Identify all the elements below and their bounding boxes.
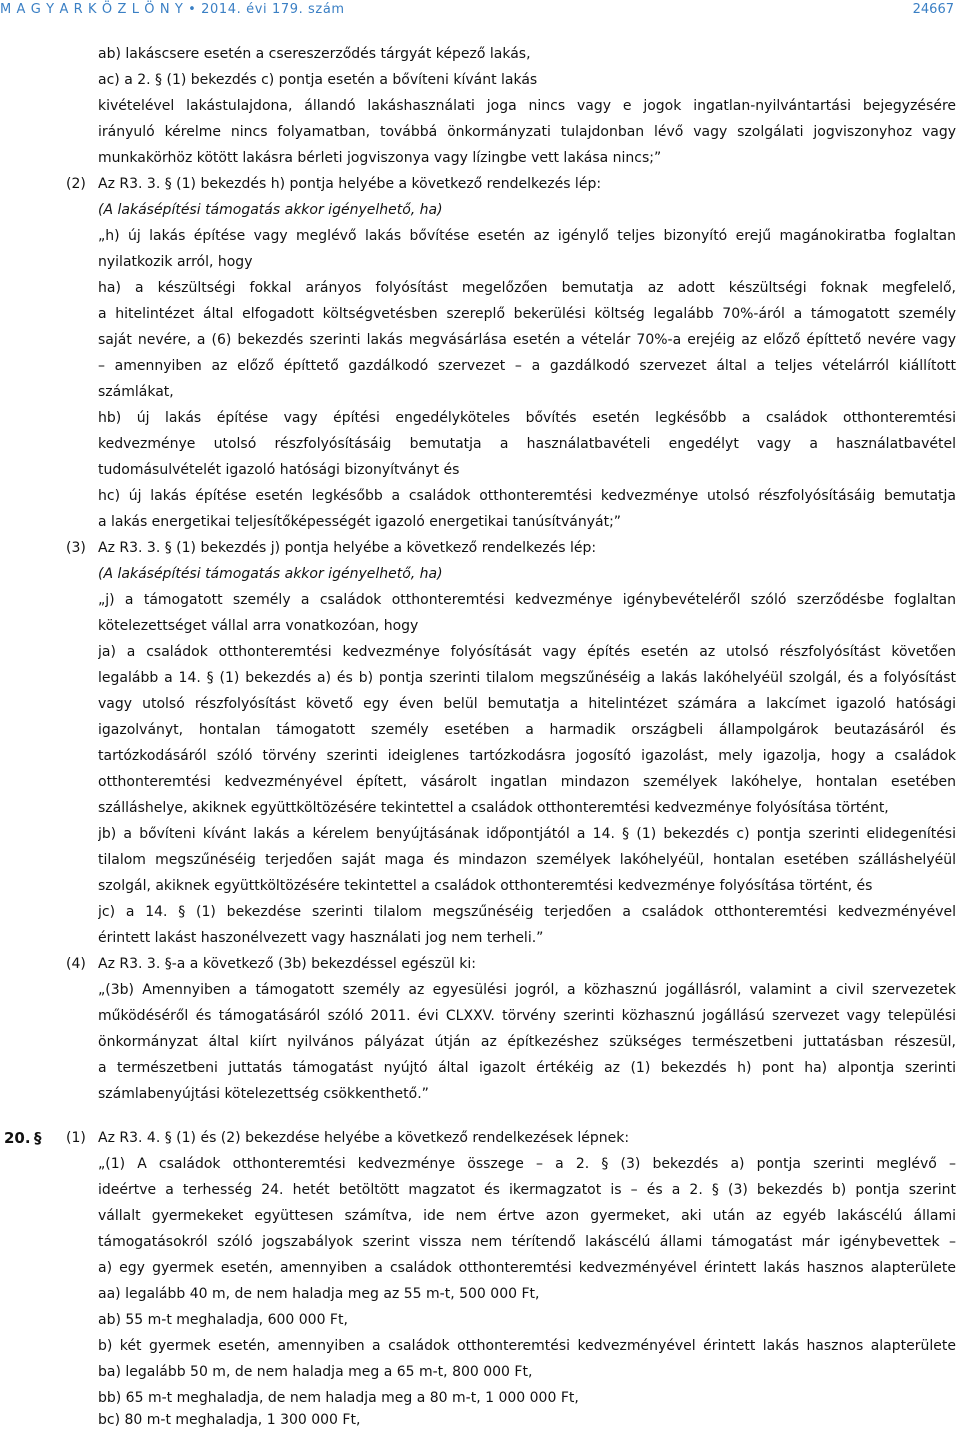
text-line: jc) a 14. § (1) bekezdése szerinti tilalom megszűnéséig terjedően a családok otthonteremtési kedvezményével bbox=[98, 904, 956, 920]
text-line: számlabenyújtási kötelezettség csökkenthető.” bbox=[98, 1086, 429, 1102]
text-line bbox=[98, 1410, 360, 1430]
text-line: jb) a bővíteni kívánt lakás a kérelem benyújtásának időpontjától a 14. § (1) bekezdés c) pontja szerinti elidegenítési bbox=[98, 826, 956, 842]
text-line: működéséről és támogatásáról szóló 2011. évi CLXXV. törvény szerinti közhasznú jogállású szervezet vagy települési bbox=[98, 1008, 956, 1024]
text-line: „h) új lakás építése vagy meglévő lakás bővítése esetén az igénylő teljes bizonyító erejű magánokiratba foglaltan bbox=[98, 228, 956, 244]
text-line: nyilatkozik arról, hogy bbox=[98, 254, 253, 270]
page-header bbox=[0, 0, 960, 26]
text-line: „(3b) Amennyiben a támogatott személy az egyesülési jogról, a közhasznú jogállásról, valamint a civil szervezetek bbox=[98, 982, 956, 998]
text-line: Az R3. 4. § (1) és (2) bekezdése helyébe a következő rendelkezések lépnek: bbox=[98, 1130, 630, 1146]
paragraph-number: (3) bbox=[66, 540, 86, 556]
text-line: ab) lakáscsere esetén a csereszerződés tárgyát képező lakás, bbox=[98, 46, 531, 62]
text-line: b) két gyermek esetén, amennyiben a családok otthonteremtési kedvezményével érintett lakás hasznos alapterülete bbox=[98, 1338, 956, 1354]
text-line bbox=[98, 1284, 539, 1304]
text-span: -t, 800 000 Ft, bbox=[432, 1364, 533, 1380]
text-span: , de nem haladja meg a 65 m bbox=[225, 1364, 433, 1380]
text-span: ba) legalább 50 m bbox=[98, 1364, 226, 1380]
section-number: 20. bbox=[4, 1129, 31, 1147]
text-line: hb) új lakás építése vagy építési engedélyköteles bővítés esetén legkésőbb a családok otthonteremtési bbox=[98, 410, 956, 426]
text-line: hc) új lakás építése esetén legkésőbb a családok otthonteremtési kedvezménye utolsó részfolyósításáig bemutatja bbox=[98, 488, 956, 504]
text-line: vállalt gyermekeket együttesen számítva, ide nem értve azon gyermeket, aki után az egyéb lakáscélú állami bbox=[98, 1208, 956, 1224]
text-span: aa) legalább 40 m bbox=[98, 1286, 226, 1302]
text-line: „(1) A családok otthonteremtési kedvezménye összege – a 2. § (3) bekezdés a) pontja szerinti meglévő – bbox=[98, 1156, 956, 1172]
text-span: -t, 1 000 000 Ft, bbox=[465, 1390, 579, 1406]
text-line: a lakás energetikai teljesítőképességét igazoló energetikai tanúsítványát;” bbox=[98, 514, 622, 530]
text-span: , de nem haladja meg az 55 m bbox=[225, 1286, 440, 1302]
text-line: vagy utolsó részfolyósítást követő egy éven belül bemutatja a hitelintézet számára a lakcímet igazoló hatósági bbox=[98, 696, 956, 712]
text-span: bc) 80 m bbox=[98, 1412, 161, 1428]
text-line: támogatásokról szóló jogszabályok szerint vissza nem térítendő lakáscélú állami támogatást már igénybevettek – bbox=[98, 1234, 956, 1250]
text-line: tudomásulvételét igazoló hatósági bizonyítványt és bbox=[98, 462, 460, 478]
text-line: „j) a támogatott személy a családok otthonteremtési kedvezménye igénybevételéről szóló szerződésbe foglaltan bbox=[98, 592, 956, 608]
paragraph-number: (1) bbox=[66, 1130, 86, 1146]
journal-title: M A G Y A R K Ö Z L Ö N Y • 2014. évi 179. szám bbox=[0, 2, 345, 17]
text-line: szolgál, akiknek együttköltözésére tekintettel a családok otthonteremtési kedvezménye folyósítása történt, és bbox=[98, 878, 873, 894]
text-line: szálláshelye, akiknek együttköltözésére tekintettel a családok otthonteremtési kedvezménye folyósítása történt, bbox=[98, 800, 889, 816]
text-line: önkormányzat által kiírt nyilvános pályázat útján az építkezéshez szükséges természetbeni juttatásban részesül, bbox=[98, 1034, 956, 1050]
text-line: irányuló kérelme nincs folyamatban, továbbá önkormányzati tulajdonban lévő vagy szolgálati jogviszonyhoz vagy bbox=[98, 124, 956, 140]
text-line bbox=[98, 1310, 348, 1330]
text-line: a természetbeni juttatás támogatást nyújtó által igazolt értékéig az (1) bekezdés h) pont ha) alpontja szerinti bbox=[98, 1060, 956, 1076]
text-line: tilalom megszűnéséig terjedően saját maga és mindazon személyek lakóhelyéül, hontalan esetében szálláshelyéül bbox=[98, 852, 956, 868]
text-span: -t meghaladja, 1 300 000 Ft, bbox=[160, 1412, 361, 1428]
text-line bbox=[98, 1388, 579, 1408]
text-span: ab) 55 m bbox=[98, 1312, 162, 1328]
italic-line: (A lakásépítési támogatás akkor igényelhető, ha) bbox=[98, 566, 443, 582]
text-line: igazolványt, hontalan támogatott személy esetében a harmadik országbeli állampolgárok beutazásáról és bbox=[98, 722, 956, 738]
text-line: kedvezménye utolsó részfolyósításáig bemutatja a használatbavételi engedélyt vagy a használatbavétel bbox=[98, 436, 956, 452]
text-line: munkakörhöz kötött lakásra bérleti jogviszonya vagy lízingbe vett lakása nincs;” bbox=[98, 150, 662, 166]
text-line: – amennyiben az előző építtető gazdálkodó szervezet – a gazdálkodó szervezet által a teljes vételárról kiállított bbox=[98, 358, 956, 374]
section-sign: § bbox=[34, 1129, 42, 1147]
text-line: otthonteremtési kedvezményével épített, vásárolt ingatlan mindazon személyek lakóhelye, hontalan esetében bbox=[98, 774, 956, 790]
text-line: ha) a készültségi fokkal arányos folyósítást megelőzően bemutatja az adott készültségi foknak megfelelő, bbox=[98, 280, 956, 296]
text-span: bb) 65 m bbox=[98, 1390, 162, 1406]
text-line: ideértve a terhesség 24. hetét betöltött magzatot és ikermagzatot is – és a 2. § (3) bekezdés b) pontja szerint bbox=[98, 1182, 956, 1198]
text-line: Az R3. 3. §-a a következő (3b) bekezdéssel egészül ki: bbox=[98, 956, 476, 972]
text-span: -t meghaladja, de nem haladja meg a 80 m bbox=[161, 1390, 466, 1406]
text-line: Az R3. 3. § (1) bekezdés h) pontja helyébe a következő rendelkezés lép: bbox=[98, 176, 602, 192]
text-span: -t, 500 000 Ft, bbox=[439, 1286, 540, 1302]
text-line: számlákat, bbox=[98, 384, 174, 400]
text-line: ac) a 2. § (1) bekezdés c) pontja esetén a bővíteni kívánt lakás bbox=[98, 72, 538, 88]
text-line: Az R3. 3. § (1) bekezdés j) pontja helyébe a következő rendelkezés lép: bbox=[98, 540, 597, 556]
text-line: saját nevére, a (6) bekezdés szerinti lakás megvásárlása esetén a vételár 70%-a erejéig az előző építtető nevére vagy bbox=[98, 332, 956, 348]
text-line: kötelezettséget vállal arra vonatkozóan, hogy bbox=[98, 618, 419, 634]
text-line bbox=[98, 1362, 532, 1382]
text-line: a) egy gyermek esetén, amennyiben a családok otthonteremtési kedvezményével érintett lakás hasznos alapterülete bbox=[98, 1260, 956, 1276]
paragraph-number: (2) bbox=[66, 176, 86, 192]
paragraph-number: (4) bbox=[66, 956, 86, 972]
text-line: érintett lakást haszonélvezett vagy használati jog nem terheli.” bbox=[98, 930, 544, 946]
text-line: tartózkodásáról szóló törvény szerinti ideiglenes tartózkodásra jogosító igazolást, mely igazolja, hogy a családok bbox=[98, 748, 956, 764]
text-line: kivételével lakástulajdona, állandó lakáshasználati joga nincs vagy e jogok ingatlan-nyilvántartási bejegyzésére bbox=[98, 98, 956, 114]
text-line: ja) a családok otthonteremtési kedvezménye folyósítását vagy építés esetén az utolsó részfolyósítást követően bbox=[98, 644, 956, 660]
text-line: a hitelintézet által elfogadott költségvetésben szereplő bekerülési költség legalább 70%-áról a támogatott személy bbox=[98, 306, 956, 322]
page-number: 24667 bbox=[912, 2, 954, 17]
italic-line: (A lakásépítési támogatás akkor igényelhető, ha) bbox=[98, 202, 443, 218]
text-span: -t meghaladja, 600 000 Ft, bbox=[161, 1312, 348, 1328]
text-line: legalább a 14. § (1) bekezdés a) és b) pontja szerinti tilalom megszűnéséig a lakás lakóhelyéül szolgál, és a folyósítást bbox=[98, 670, 956, 686]
